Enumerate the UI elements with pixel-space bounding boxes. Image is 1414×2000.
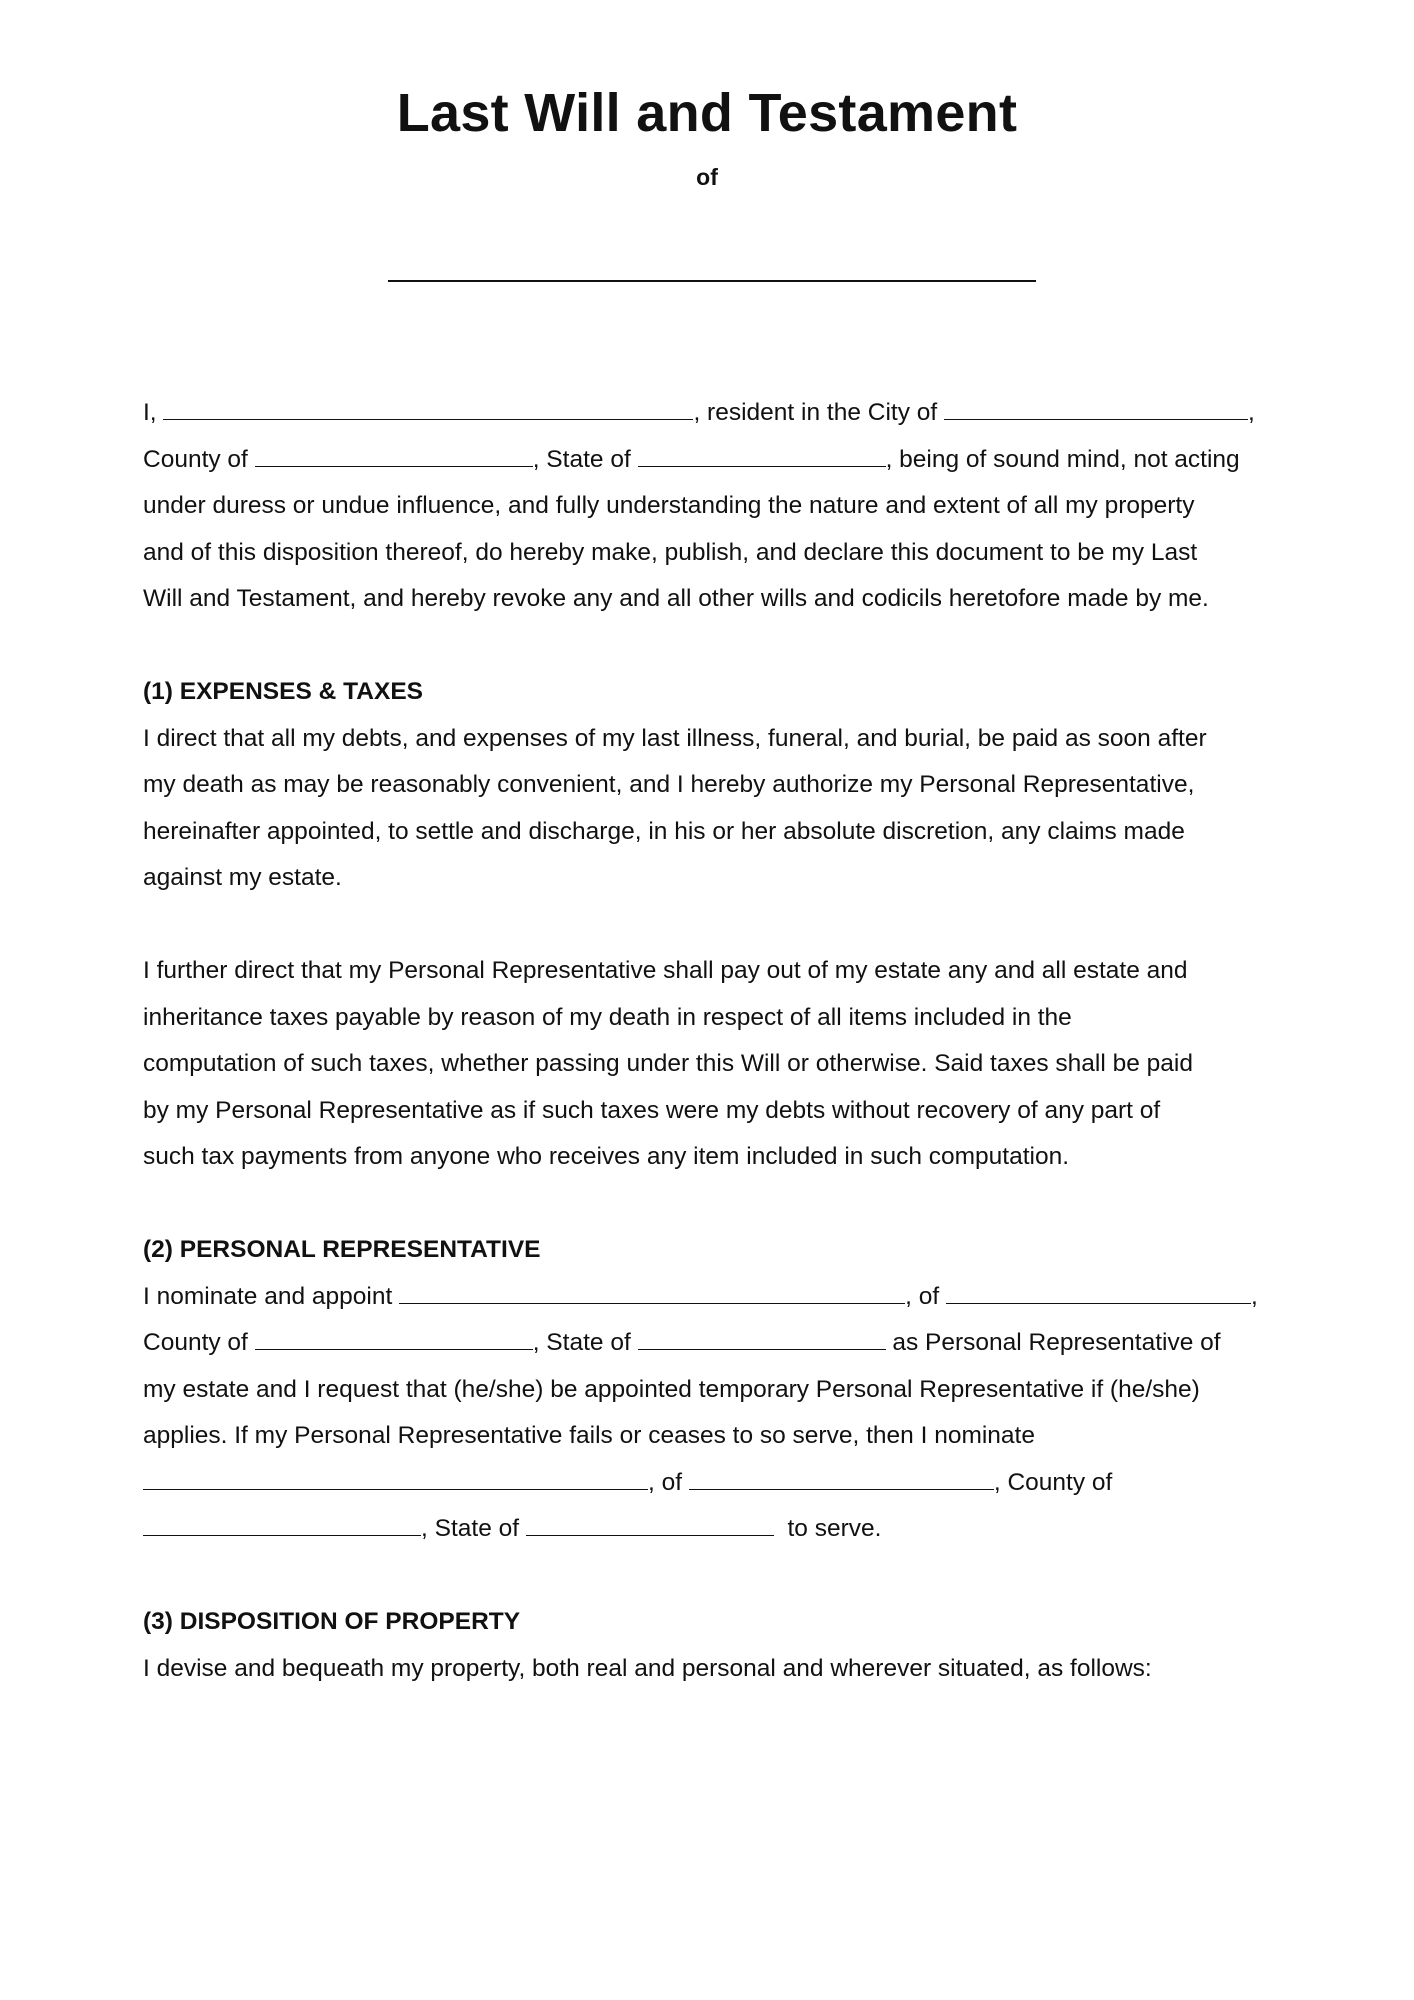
section-2-heading: (2) PERSONAL REPRESENTATIVE bbox=[143, 1236, 541, 1263]
representative-state-field[interactable] bbox=[638, 1329, 886, 1350]
county-field[interactable] bbox=[255, 446, 533, 467]
text-line: computation of such taxes, whether passing under this Will or otherwise. Said taxes shall be paid bbox=[143, 1050, 1193, 1077]
s2-text: , of bbox=[905, 1282, 940, 1310]
s2-line-2 bbox=[143, 1320, 1283, 1367]
intro-line-5: Will and Testament, and hereby revoke any and all other wills and codicils heretofore made by me. bbox=[143, 585, 1209, 612]
s2-text: I nominate and appoint bbox=[143, 1282, 393, 1310]
section-1-heading: (1) EXPENSES & TAXES bbox=[143, 678, 424, 705]
intro-text: , bbox=[1248, 399, 1255, 426]
intro-text: , State of bbox=[532, 445, 631, 473]
intro-paragraph bbox=[143, 390, 1283, 623]
s2-text: , County of bbox=[993, 1468, 1113, 1496]
text-line: I further direct that my Personal Representative shall pay out of my estate any and all estate and bbox=[143, 957, 1188, 984]
section-3-paragraph bbox=[143, 1646, 1283, 1693]
section-2-paragraph bbox=[143, 1274, 1283, 1553]
state-field[interactable] bbox=[638, 446, 886, 467]
s2-text: , of bbox=[648, 1468, 683, 1496]
section-1-paragraph-1 bbox=[143, 716, 1283, 902]
intro-text: County of bbox=[143, 445, 248, 473]
document-body bbox=[143, 390, 1283, 1739]
representative-city-field[interactable] bbox=[946, 1283, 1251, 1304]
intro-line-1 bbox=[143, 390, 1283, 437]
text-line: I devise and bequeath my property, both real and personal and wherever situated, as follows: bbox=[143, 1654, 1152, 1682]
alternate-representative-state-field[interactable] bbox=[526, 1515, 774, 1536]
testator-name-field[interactable] bbox=[163, 399, 693, 420]
s2-text: to serve. bbox=[787, 1515, 882, 1542]
testator-name-blank[interactable] bbox=[388, 280, 1036, 282]
text-line: I direct that all my debts, and expenses of my last illness, funeral, and burial, be paid as soon after bbox=[143, 724, 1207, 752]
intro-text: I, bbox=[143, 399, 157, 426]
s2-line-5 bbox=[143, 1460, 1283, 1507]
s2-text: as Personal Representative of bbox=[892, 1329, 1221, 1356]
text-line: by my Personal Representative as if such taxes were my debts without recovery of any part of bbox=[143, 1096, 1161, 1124]
document-title: Last Will and Testament bbox=[396, 83, 1018, 143]
alternate-representative-name-field[interactable] bbox=[143, 1469, 648, 1490]
s2-text: , State of bbox=[421, 1515, 520, 1542]
alternate-representative-city-field[interactable] bbox=[689, 1469, 994, 1490]
text-line: inheritance taxes payable by reason of my death in respect of all items included in the bbox=[143, 1003, 1072, 1031]
s2-line-3: my estate and I request that (he/she) be appointed temporary Personal Representative if (he/she) bbox=[143, 1375, 1200, 1403]
text-line: against my estate. bbox=[143, 864, 342, 891]
section-3-heading: (3) DISPOSITION OF PROPERTY bbox=[143, 1608, 521, 1635]
intro-text: , being of sound mind, not acting bbox=[885, 445, 1240, 473]
document-subtitle: of bbox=[696, 164, 718, 190]
representative-county-field[interactable] bbox=[255, 1329, 533, 1350]
text-line: my death as may be reasonably convenient, and I hereby authorize my Personal Representative, bbox=[143, 771, 1195, 798]
text-line: such tax payments from anyone who receives any item included in such computation. bbox=[143, 1143, 1070, 1170]
intro-text: , resident in the City of bbox=[693, 399, 938, 426]
intro-line-2 bbox=[143, 437, 1283, 484]
alternate-representative-county-field[interactable] bbox=[143, 1515, 421, 1536]
s2-line-4: applies. If my Personal Representative fails or ceases to so serve, then I nominate bbox=[143, 1422, 1035, 1449]
section-1-paragraph-2 bbox=[143, 948, 1283, 1181]
intro-line-3: under duress or undue influence, and fully understanding the nature and extent of all my property bbox=[143, 492, 1195, 519]
s2-line-1 bbox=[143, 1274, 1283, 1321]
s2-text: , State of bbox=[532, 1329, 631, 1356]
city-field[interactable] bbox=[944, 399, 1248, 420]
representative-name-field[interactable] bbox=[399, 1283, 905, 1304]
s2-text: County of bbox=[143, 1329, 248, 1356]
intro-line-4: and of this disposition thereof, do hereby make, publish, and declare this document to be my Last bbox=[143, 538, 1198, 566]
s2-text: , bbox=[1250, 1282, 1258, 1310]
s2-line-6 bbox=[143, 1506, 1283, 1553]
text-line: hereinafter appointed, to settle and discharge, in his or her absolute discretion, any claims made bbox=[143, 817, 1185, 845]
